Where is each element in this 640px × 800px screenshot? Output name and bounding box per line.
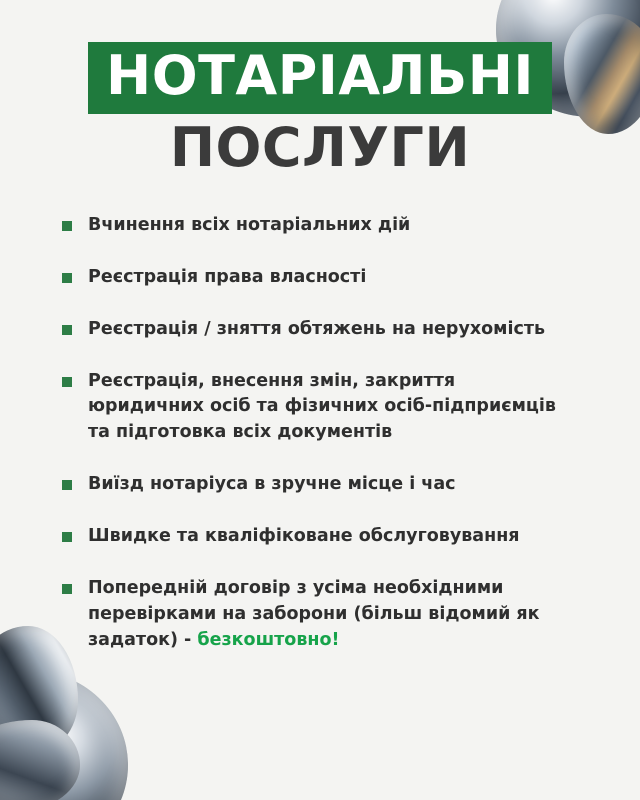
service-text: Реєстрація / зняття обтяжень на нерухомість bbox=[88, 318, 546, 339]
bullet-square-icon bbox=[62, 325, 72, 335]
list-item bbox=[62, 369, 594, 447]
services-list bbox=[62, 213, 594, 654]
list-item bbox=[62, 317, 594, 343]
bullet-square-icon bbox=[62, 532, 72, 542]
bullet-square-icon bbox=[62, 584, 72, 594]
title-line-2: ПОСЛУГИ bbox=[169, 116, 471, 180]
list-item bbox=[62, 213, 594, 239]
title-line-1: НОТАРІАЛЬНІ bbox=[88, 42, 552, 114]
service-text: Реєстрація, внесення змін, закриття юридичних осіб та фізичних осіб-підприємців та підготовка всіх документів bbox=[88, 370, 556, 443]
service-text: Попередній договір з усіма необхідними перевірками на заборони (більш відомий як задаток) - bbox=[88, 577, 540, 650]
free-highlight: безкоштовно! bbox=[197, 629, 340, 650]
list-item bbox=[62, 265, 594, 291]
page-title bbox=[0, 0, 640, 180]
list-item bbox=[62, 524, 594, 550]
bullet-square-icon bbox=[62, 377, 72, 387]
list-item bbox=[62, 472, 594, 498]
bullet-square-icon bbox=[62, 273, 72, 283]
service-text: Швидке та кваліфіковане обслуговування bbox=[88, 526, 520, 547]
service-text: Вчинення всіх нотаріальних дій bbox=[88, 214, 411, 235]
bullet-square-icon bbox=[62, 221, 72, 231]
service-text-with-highlight bbox=[88, 576, 558, 654]
list-item bbox=[62, 576, 594, 654]
bullet-square-icon bbox=[62, 480, 72, 490]
service-text: Реєстрація права власності bbox=[88, 266, 367, 287]
service-text: Виїзд нотаріуса в зручне місце і час bbox=[88, 474, 456, 495]
